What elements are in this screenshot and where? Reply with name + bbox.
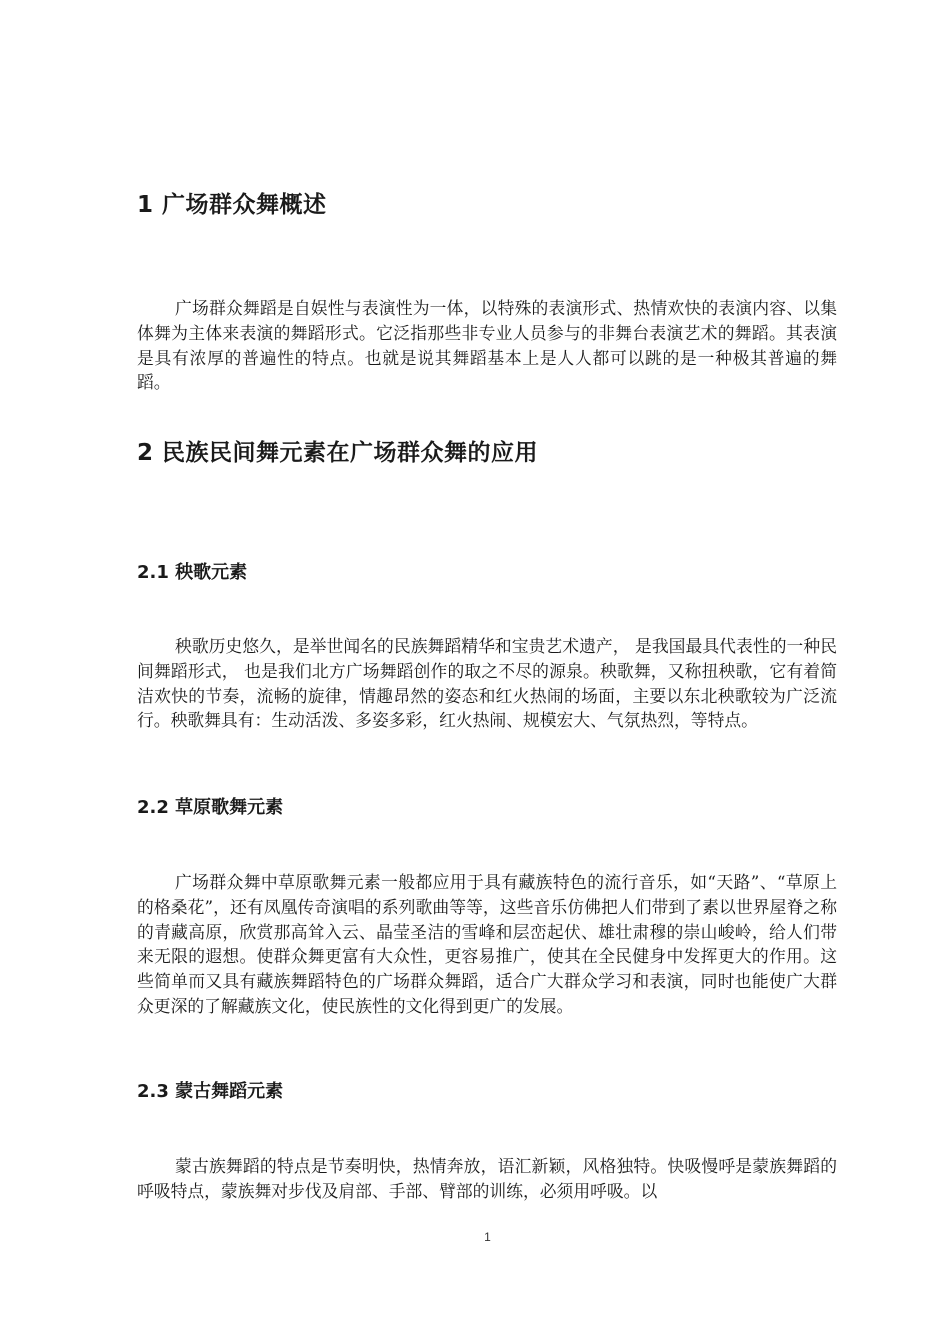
section-2-1-paragraph: 秧歌历史悠久，是举世闻名的民族舞蹈精华和宝贵艺术遗产， 是我国最具代表性的一种民间舞蹈形式， 也是我们北方广场舞蹈创作的取之不尽的源泉。秧歌舞，又称扭秧歌，它有着简洁欢快的节奏，流畅的旋律，情趣昂然的姿态和红火热闹的场面，主要以东北秧歌较为广泛流行。秧歌舞具有：生动活泼、多姿多彩，红火热闹、规模宏大、气氛热烈，等特点。: [137, 636, 837, 731]
section-2-3-heading: 2.3 蒙古舞蹈元素: [137, 1081, 284, 1102]
section-2-2-heading: 2.2 草原歌舞元素: [137, 797, 284, 818]
section-2-3-paragraph: 蒙古族舞蹈的特点是节奏明快，热情奔放，语汇新颖，风格独特。快吸慢呼是蒙族舞蹈的呼吸特点，蒙族舞对步伐及肩部、手部、臂部的训练，必须用呼吸。以: [137, 1156, 837, 1201]
section-2-1-heading: 2.1 秧歌元素: [137, 562, 248, 583]
page-number: 1: [484, 1230, 491, 1244]
section-1-heading: 1 广场群众舞概述: [137, 192, 327, 218]
section-2-2-paragraph: 广场群众舞中草原歌舞元素一般都应用于具有藏族特色的流行音乐，如“天路”、“草原上的格桑花”，还有凤凰传奇演唱的系列歌曲等等，这些音乐仿佛把人们带到了素以世界屋脊之称的青藏高原，欣赏那高耸入云、晶莹圣洁的雪峰和层峦起伏、雄壮肃穆的崇山峻岭，给人们带来无限的遐想。使群众舞更富有大众性，更容易推广，使其在全民健身中发挥更大的作用。这些简单而又具有藏族舞蹈特色的广场群众舞蹈，适合广大群众学习和表演，同时也能使广大群众更深的了解藏族文化，使民族性的文化得到更广的发展。: [137, 872, 837, 1016]
section-2-heading: 2 民族民间舞元素在广场群众舞的应用: [137, 440, 539, 466]
section-1-paragraph: 广场群众舞蹈是自娱性与表演性为一体，以特殊的表演形式、热情欢快的表演内容、以集体舞为主体来表演的舞蹈形式。它泛指那些非专业人员参与的非舞台表演艺术的舞蹈。其表演是具有浓厚的普遍性的特点。也就是说其舞蹈基本上是人人都可以跳的是一种极其普遍的舞蹈。: [137, 298, 837, 393]
